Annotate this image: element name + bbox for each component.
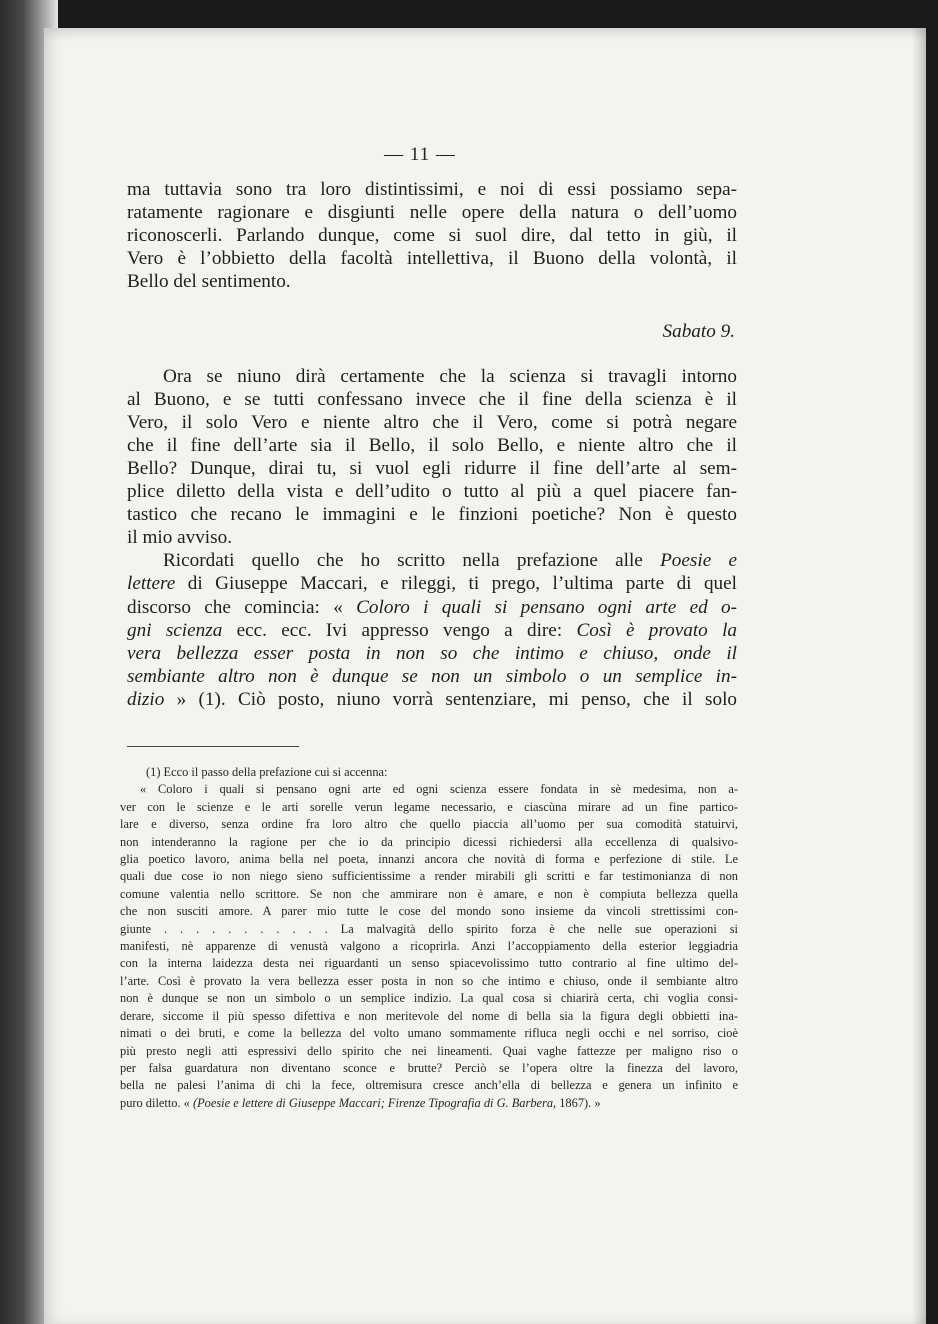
text-line: Vero è l’obbietto della facoltà intellettiva, il Buono della volontà, il: [127, 248, 737, 270]
text-line: Vero, il solo Vero e niente altro che il Vero, come si potrà negare: [127, 411, 737, 433]
text-line: Ora se niuno dirà certamente che la scienza si travagli intorno: [163, 365, 737, 387]
text-line: ratamente ragionare e disgiunti nelle opere della natura o dell’uomo: [127, 202, 737, 224]
text-run: di Giuseppe Maccari, e rileggi, ti prego, l’ultima parte di quel: [175, 573, 737, 595]
footnote-line: ver con le scienze e le arti sorelle verun legame necessario, e ciascùna mirare ad un fine partico-: [120, 799, 738, 814]
text-run: discorso che comincia: «: [127, 596, 357, 618]
text-line: che il fine dell’arte sia il Bello, il solo Bello, e niente altro che il: [127, 434, 737, 456]
quotation-italic: Coloro i quali si pensano ogni arte ed o-: [356, 596, 738, 618]
footnote-line: quali due cose io non niego sieno sufficientissime a render mirabili gli scritti e far testimonianza di non: [120, 869, 738, 884]
text-run: ecc. ecc. Ivi appresso vengo a dire:: [222, 619, 577, 641]
footnote-divider: [127, 746, 299, 747]
quotation-italic: dizio: [127, 688, 165, 710]
text-line: [127, 549, 737, 572]
book-title-italic: Poesie e: [660, 550, 737, 572]
footnote-line: l’arte. Così è provato la vera bellezza esser posta in non so che intimo e chiuso, onde il sembiante altro: [120, 973, 738, 988]
footnote-line: non è dunque se non un simbolo o un semplice indizio. La qual cosa si chiarirà certa, chi voglia consi-: [120, 991, 738, 1006]
quotation-italic-line: sembiante altro non è dunque se non un simbolo o un semplice in-: [127, 665, 737, 687]
text-line: [127, 596, 737, 619]
footnote-line: glia poetico lavoro, anima bella nel poeta, innanzi ancora che novità di forma e perfezione di stile. Le: [120, 852, 738, 867]
quotation-italic: gni scienza: [127, 619, 223, 641]
book-title-italic: lettere: [127, 573, 176, 595]
quotation-italic-line: vera bellezza esser posta in non so che intimo e chiuso, onde il: [127, 642, 737, 664]
text-line: plice diletto della vista e dell’udito o tutto al più a quel piacere fan-: [127, 481, 737, 503]
footnote-line: per falsa guardatura non diventano sconce e brutte? Perciò se l’opera oltre la finezza del lavoro,: [120, 1060, 738, 1075]
page-number: — 11 —: [384, 144, 456, 165]
footnote-line: « Coloro i quali si pensano ogni arte ed ogni scienza essere fondata in sè medesima, non a-: [140, 782, 738, 797]
text-line: tastico che recano le immagini e le finzioni poetiche? Non è questo: [127, 504, 737, 526]
text-line: Bello del sentimento.: [127, 271, 291, 293]
date-heading: Sabato 9.: [662, 321, 735, 343]
footnote-line: non intenderanno la ragione per che io da principio dicessi richiedersi alla eccellenza di qualsivo-: [120, 834, 738, 849]
footnote-line: [120, 1095, 738, 1112]
text-line: [127, 572, 737, 595]
page-edge-shadow: [912, 28, 926, 1324]
quotation-italic: Così è provato la: [576, 619, 737, 641]
text-line: Bello? Dunque, dirai tu, si vuol egli ridurre il fine dell’arte al sem-: [127, 457, 737, 479]
text-line: [127, 688, 737, 711]
footnotes: [120, 764, 738, 1112]
footnote-line: derare, siccome il più spesso difettiva e non meritevole del nome di bella sia la figura degli obbietti ina-: [120, 1008, 738, 1023]
footnote-line: comune valentia nello scrittore. Se non che ammirare non è amare, e non è compiuta bellezza quella: [120, 886, 738, 901]
text-run: 1867). »: [556, 1095, 601, 1110]
footnote-line: con la interna laidezza desta nei riguardanti un senso spiacevolissimo tutto contrario al fine ultimo del-: [120, 956, 738, 971]
text-line: il mio avviso.: [127, 527, 232, 549]
text-run: » (1). Ciò posto, niuno vorrà sentenziare, mi penso, che il solo: [164, 688, 737, 710]
text-line: [127, 619, 737, 642]
footnote-line: che non susciti amore. A parer mio tutte le cose del mondo sono insieme da vincoli strettissimi con-: [120, 904, 738, 919]
text-run: Ricordati quello che ho scritto nella prefazione alle: [163, 550, 661, 572]
text-line: riconoscerli. Parlando dunque, come si suol dire, dal tetto in giù, il: [127, 225, 737, 247]
citation-italic: (Poesie e lettere di Giuseppe Maccari; Firenze Tipografia di G. Barbera,: [192, 1095, 557, 1110]
footnote-line: (1) Ecco il passo della prefazione cui si accenna:: [146, 765, 388, 779]
main-text: [127, 178, 737, 711]
text-line: al Buono, e se tutti confessano invece che il fine della scienza è il: [127, 388, 737, 410]
footnote-line: bella ne palesi l’anima di chi la fece, oltremisura cresce anch’ella di bellezza e genera un infinito e: [120, 1078, 738, 1093]
footnote-line: più presto negli atti espressivi dello spirito che nei lineamenti. Quai vaghe fattezze per maligno riso o: [120, 1043, 738, 1058]
footnote-line: nimati o dei bruti, e come la bellezza del volto umano sommamente rifluca negli occhi e nel sorriso, cioè: [120, 1026, 738, 1041]
footnote-line: giunte . . . . . . . . . . . La malvagità dello spirito forza è che nelle sue operazioni si: [120, 921, 738, 936]
footnote-line: lare e diverso, senza ordine fra loro altro che quello piaccia all’uomo per sua comodità statuirvi,: [120, 817, 738, 832]
footnote-line: manifesti, nè apparenze di venustà valgono a ricoprirla. Anzi l’accoppiamento della esterior leggiadria: [120, 939, 738, 954]
text-line: ma tuttavia sono tra loro distintissimi, e noi di essi possiamo sepa-: [127, 179, 737, 200]
text-run: puro diletto. «: [120, 1095, 193, 1110]
